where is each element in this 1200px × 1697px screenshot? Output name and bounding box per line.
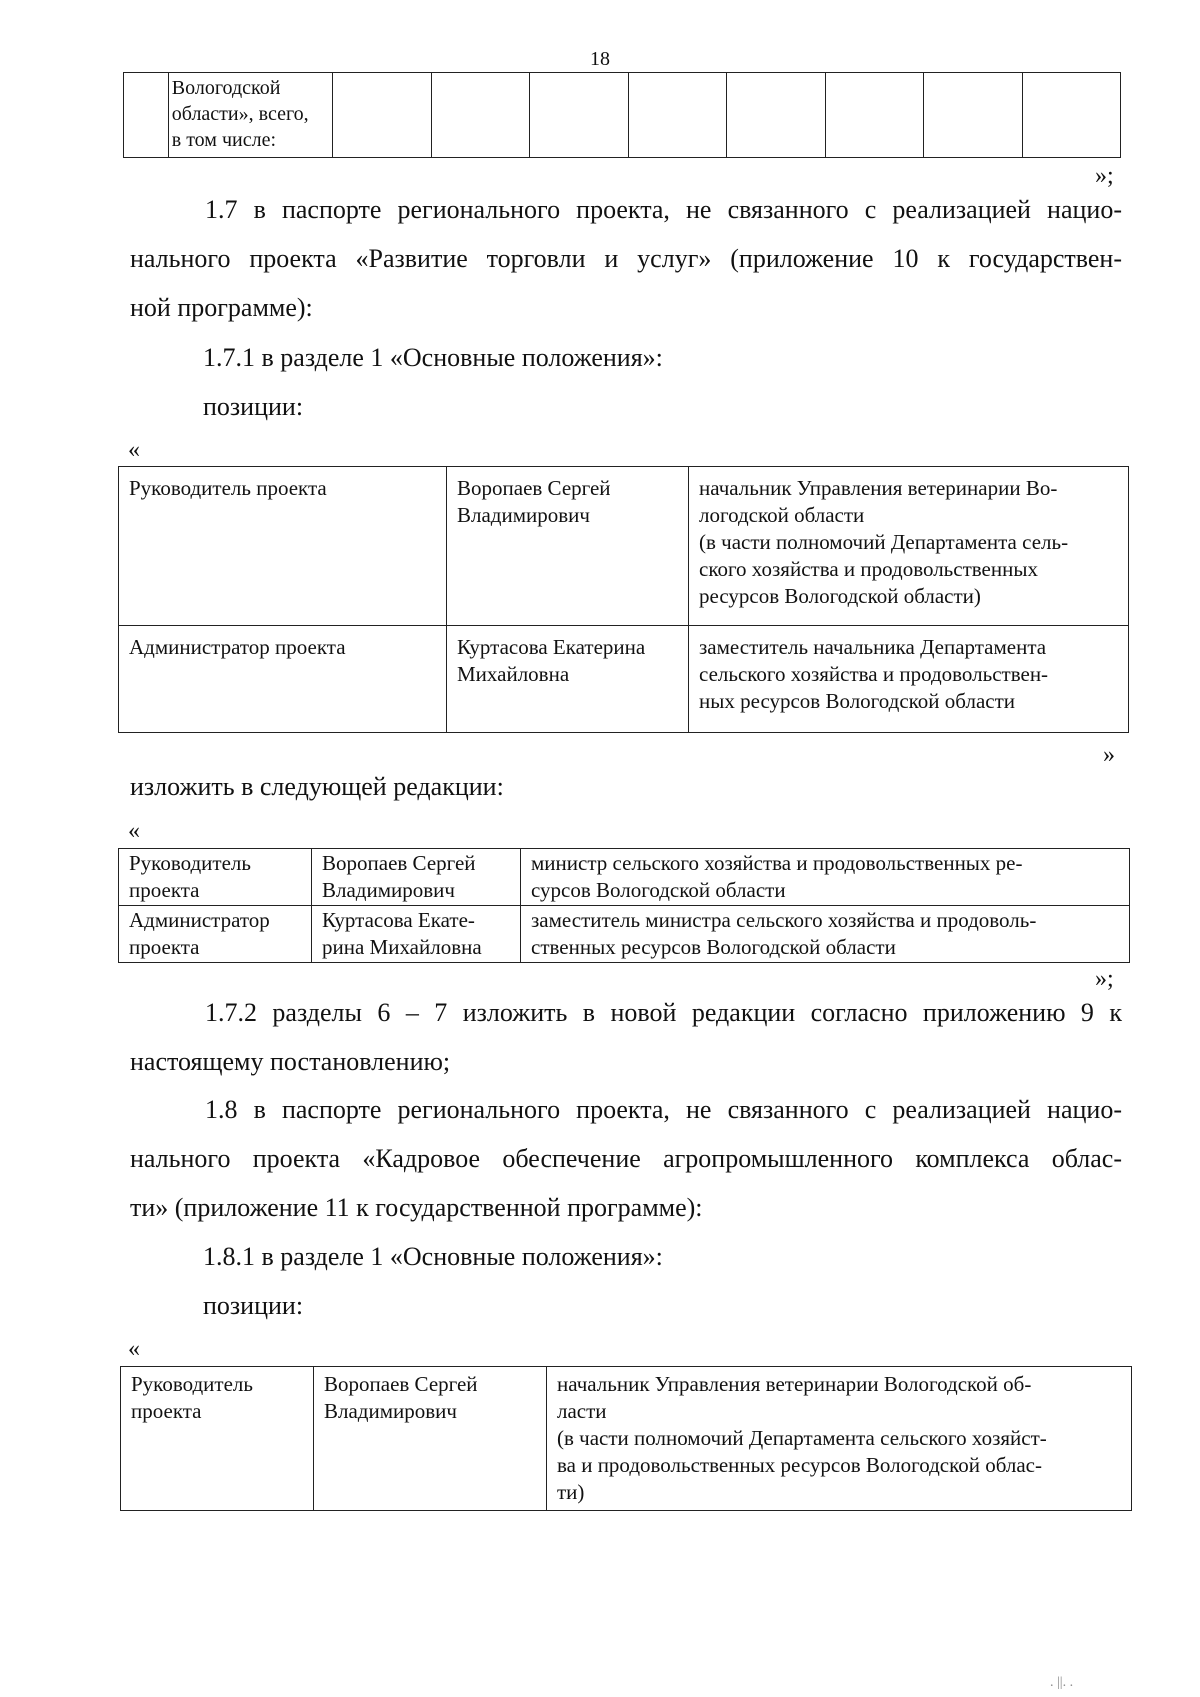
- name-cell: [312, 849, 521, 906]
- position-cell: [689, 467, 1129, 626]
- table-cell: [168, 73, 333, 158]
- role-cell: [121, 1367, 314, 1511]
- role-cell: [119, 849, 312, 906]
- position-line: начальник Управления ветеринарии Во-: [699, 476, 1058, 500]
- role-line: Руководитель: [131, 1372, 253, 1396]
- position-line: министр сельского хозяйства и продовольственных ре-: [531, 851, 1023, 875]
- role-text: Администратор проекта: [129, 635, 346, 659]
- closing-quote: »;: [1095, 966, 1114, 992]
- open-quote: «: [128, 437, 140, 463]
- paragraph-line: ной программе):: [130, 293, 313, 322]
- position-line: начальник Управления ветеринарии Вологодской об-: [557, 1372, 1032, 1396]
- table-old-1: [118, 466, 1129, 733]
- paragraph-line: нального проекта «Кадровое обеспечение агропромышленного комплекса облас-: [130, 1144, 1122, 1173]
- name-line: Владимирович: [322, 878, 455, 902]
- table-new-1: [118, 848, 1130, 963]
- paragraph-1-7-1: 1.7.1 в разделе 1 «Основные положения»:: [203, 343, 663, 372]
- paragraph-line: ти» (приложение 11 к государственной программе):: [130, 1193, 703, 1222]
- role-cell: [119, 906, 312, 963]
- name-line: Владимирович: [324, 1399, 457, 1423]
- position-line: сельского хозяйства и продовольствен-: [699, 662, 1049, 686]
- position-line: ласти: [557, 1399, 607, 1423]
- table-row: [119, 906, 1130, 963]
- role-line: проекта: [131, 1399, 202, 1423]
- role-line: проекта: [129, 935, 200, 959]
- position-line: ва и продовольственных ресурсов Вологодской облас-: [557, 1453, 1042, 1477]
- paragraph-line: настоящему постановлению;: [130, 1047, 451, 1076]
- paragraph-1-8: [130, 1085, 1122, 1232]
- position-line: (в части полномочий Департамента сельского хозяйст-: [557, 1426, 1047, 1450]
- table-cell: [1022, 73, 1120, 158]
- positions-label: позиции:: [203, 1291, 304, 1320]
- table-row: [119, 849, 1130, 906]
- table-cell: [924, 73, 1022, 158]
- position-line: ресурсов Вологодской области): [699, 584, 981, 608]
- table-row: [119, 626, 1129, 733]
- name-line: рина Михайловна: [322, 935, 482, 959]
- paragraph-line: 1.7 в паспорте регионального проекта, не связанного с реализацией нацио-: [205, 195, 1122, 224]
- position-line: ных ресурсов Вологодской области: [699, 689, 1015, 713]
- replace-text: изложить в следующей редакции:: [130, 772, 504, 801]
- table-old-2: [120, 1366, 1132, 1511]
- cell-line: области», всего,: [171, 103, 309, 125]
- name-cell: [447, 626, 689, 733]
- position-line: ского хозяйства и продовольственных: [699, 557, 1038, 581]
- role-cell: [119, 467, 447, 626]
- position-line: ственных ресурсов Вологодской области: [531, 935, 896, 959]
- position-line: заместитель начальника Департамента: [699, 635, 1047, 659]
- table-cell: [825, 73, 923, 158]
- position-cell: [521, 849, 1130, 906]
- role-line: проекта: [129, 878, 200, 902]
- table-cell: [727, 73, 825, 158]
- positions-label: позиции:: [203, 392, 304, 421]
- table-cell: [628, 73, 726, 158]
- table-cell: [333, 73, 431, 158]
- paragraph-1-8-1: 1.8.1 в разделе 1 «Основные положения»:: [203, 1242, 663, 1271]
- role-line: Руководитель: [129, 851, 251, 875]
- name-cell: [314, 1367, 547, 1511]
- paragraph-line: 1.7.2 разделы 6 – 7 изложить в новой редакции согласно приложению 9 к: [205, 998, 1122, 1027]
- closing-quote: »;: [1095, 163, 1114, 189]
- open-quote: «: [128, 818, 140, 844]
- position-cell: [521, 906, 1130, 963]
- name-line: Воропаев Сергей: [322, 851, 476, 875]
- paragraph-1-7: [130, 185, 1122, 332]
- closing-quote: »: [1103, 742, 1115, 768]
- name-cell: [447, 467, 689, 626]
- name-line: Куртасова Екатерина: [457, 635, 646, 659]
- role-text: Руководитель проекта: [129, 476, 327, 500]
- table-cell: [124, 73, 169, 158]
- table-row: [121, 1367, 1132, 1511]
- name-line: Куртасова Екате-: [322, 908, 475, 932]
- position-line: ти): [557, 1480, 585, 1504]
- name-line: Воропаев Сергей: [324, 1372, 478, 1396]
- name-cell: [312, 906, 521, 963]
- position-cell: [547, 1367, 1132, 1511]
- position-line: (в части полномочий Департамента сель-: [699, 530, 1069, 554]
- paragraph-1-7-2: [130, 988, 1122, 1086]
- position-line: заместитель министра сельского хозяйства и продоволь-: [531, 908, 1037, 932]
- position-line: сурсов Вологодской области: [531, 878, 786, 902]
- paragraph-line: нального проекта «Развитие торговли и услуг» (приложение 10 к государствен-: [130, 244, 1122, 273]
- table-cell: [431, 73, 529, 158]
- name-line: Владимирович: [457, 503, 590, 527]
- paragraph-line: 1.8 в паспорте регионального проекта, не связанного с реализацией нацио-: [205, 1095, 1122, 1124]
- role-cell: [119, 626, 447, 733]
- cell-line: в том числе:: [171, 129, 277, 151]
- open-quote: «: [128, 1336, 140, 1362]
- table-row: [119, 467, 1129, 626]
- role-line: Администратор: [129, 908, 270, 932]
- page-number: 18: [590, 48, 610, 70]
- name-line: Михайловна: [457, 662, 570, 686]
- table-cell: [530, 73, 628, 158]
- name-line: Воропаев Сергей: [457, 476, 611, 500]
- position-line: логодской области: [699, 503, 865, 527]
- top-table: [123, 72, 1121, 158]
- cell-line: Вологодской: [171, 77, 281, 99]
- scan-edge-mark: . ||. .: [1050, 1675, 1074, 1690]
- position-cell: [689, 626, 1129, 733]
